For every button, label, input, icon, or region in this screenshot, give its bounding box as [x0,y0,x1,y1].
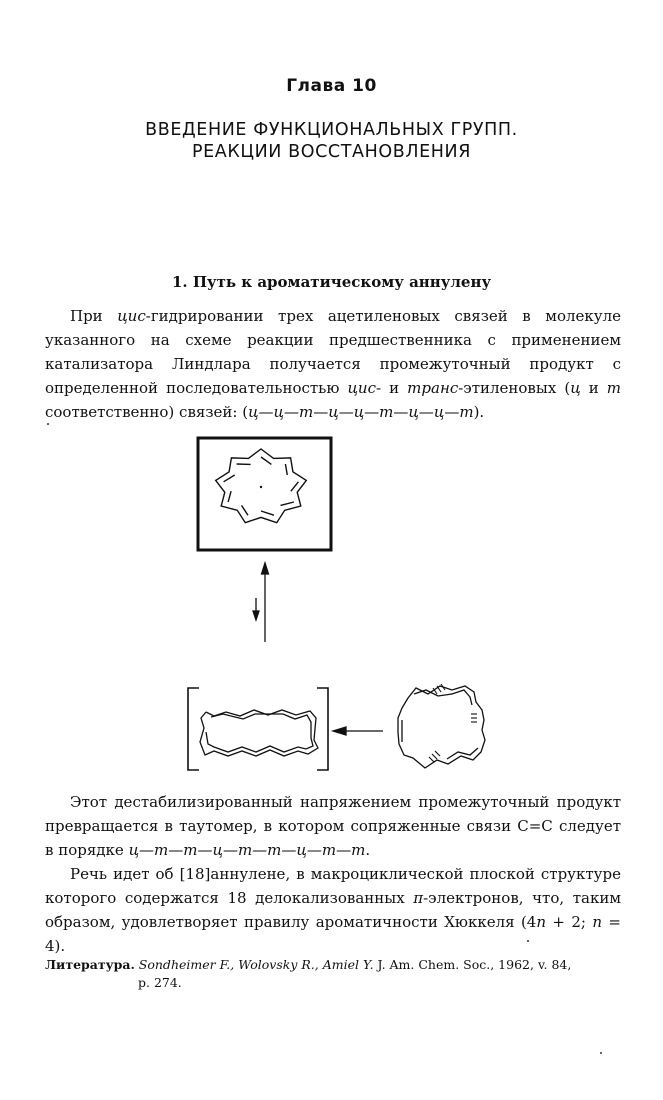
ring-double-bond [291,482,299,491]
ring-double-bond [285,464,287,475]
ring-center-dot [260,486,262,488]
paragraph-tautomer: Этот дестабилизированный напряжением промежуточный продукт превращается в таутомер, в котором сопряженные связи С=С следует в порядке ц—т—т—ц—т—т—ц—т—т. [45,793,621,859]
precursor-macrocycle [398,686,485,768]
intermediate-macrocycle [200,710,318,756]
intermediate-brackets [188,688,328,770]
ring-double-bond [224,475,235,482]
ring-double-bond [228,491,231,502]
paragraph-annulene: Речь идет об [18]аннулене, в макроциклической плоской структуре которого содержатся 18 делокализованных π-электронов, что, таким образом, удовлетворяет правилу ароматичности Хюккеля (4n + 2; n = 4). [45,865,621,955]
ring-double-bond [261,457,271,464]
chapter-title-line-1: ВВЕДЕНИЕ ФУНКЦИОНАЛЬНЫХ ГРУПП. [145,120,518,140]
ring-double-bond [242,505,249,515]
product-box [198,438,331,550]
reference-source: J. Am. Chem. Soc., 1962, v. 84, [377,957,572,972]
references-label: Литература. [45,957,135,972]
stray-mark [527,940,529,942]
stray-mark [47,423,49,425]
chapter-title-line-2: РЕАКЦИИ ВОССТАНОВЛЕНИЯ [192,142,471,162]
ring-double-bond [281,502,294,505]
reference-authors: Sondheimer F., Wolovsky R., Amiel Y. [138,957,374,972]
references [45,956,621,992]
reference-line-1 [45,956,621,974]
paragraph-intro: При цис-гидрировании трех ацетиленовых связей в молекуле указанного на схеме реакции предшественника с применением катализатора Линдлара получается промежуточный продукт с определенной последовательностью цис- и транс-этиленовых (ц и т соответственно) связей: (ц—ц—т—ц—ц—т—ц—ц—т). [45,307,621,421]
acetylene-bond-1 [471,714,477,722]
reaction-arrow [333,727,383,735]
section-heading: 1. Путь к ароматическому аннулену [171,273,492,291]
ring-double-bond [261,511,274,515]
reference-pages: p. 274. [138,975,182,990]
chapter-heading: Глава 10 [286,76,377,96]
equilibrium-arrows [253,563,269,642]
stray-mark [600,1052,602,1054]
